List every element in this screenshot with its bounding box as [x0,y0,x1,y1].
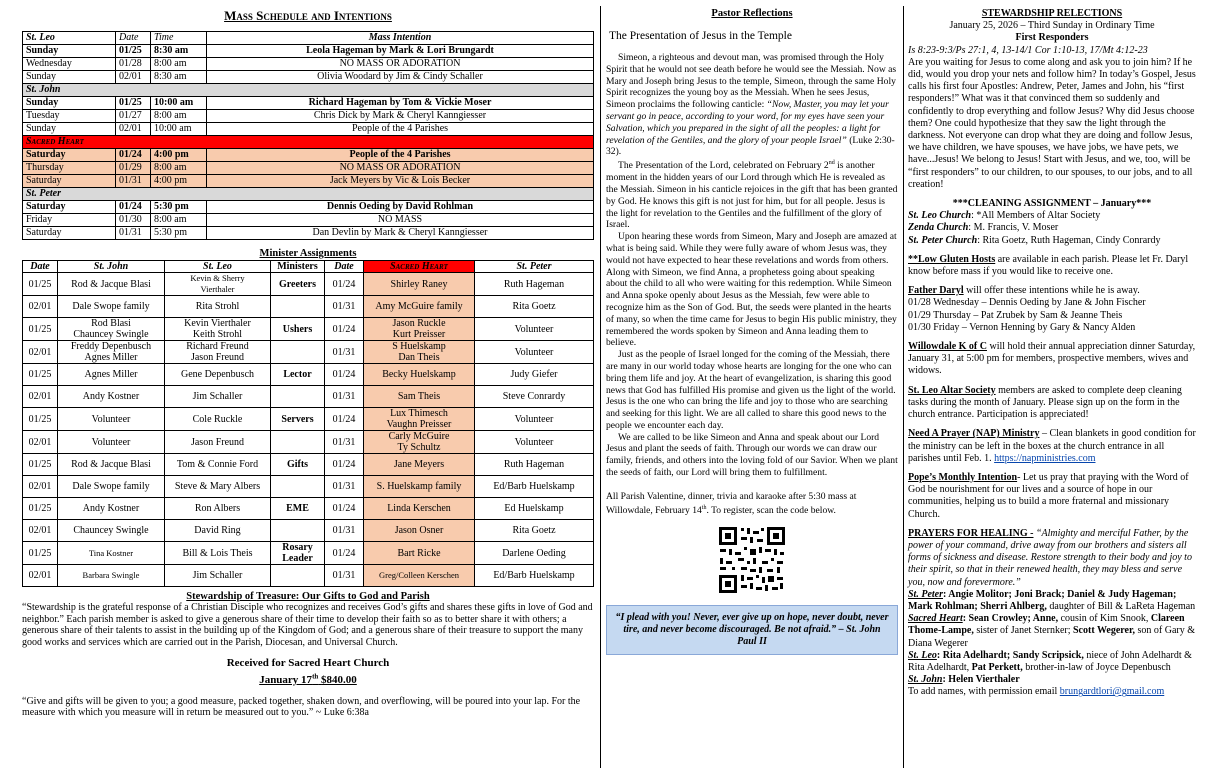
john-paul-quote: “I plead with you! Never, ever give up on hope, never doubt, never tire, and never become discouraged. Be not afraid.” – St. John Paul II [606,605,898,655]
mass-day: Sunday [23,123,116,136]
minister-assignments-table [22,260,594,587]
mass-header-cell: Time [151,32,207,45]
ministers-header-cell: St. Peter [475,261,594,273]
ministers-leo: Cole Ruckle [165,408,271,431]
ministers-role [271,565,325,587]
ministers-sh: Lux Thimesch Vaughn Preisser [364,408,475,431]
ministers-role [271,476,325,498]
ministers-john: Rod & Jacque Blasi [58,273,165,296]
mass-schedule-title: Mass Schedule and Intentions [224,8,392,23]
ministers-peter: Ed/Barb Huelskamp [475,476,594,498]
ministers-leo: Richard Freund Jason Freund [165,341,271,364]
ministers-d2: 01/31 [325,386,364,408]
mass-date: 01/28 [116,58,151,71]
ministers-john: Tina Kostner [58,542,165,565]
ministers-sh: Sam Theis [364,386,475,408]
mass-row [23,97,594,110]
mass-time: 8:00 am [151,214,207,227]
mass-row [23,175,594,188]
ministers-d1: 01/25 [23,273,58,296]
healing-label: St. Leo [908,649,937,661]
pastor-reflections-subtitle: The Presentation of Jesus in the Temple [609,30,792,42]
mass-date: 02/01 [116,71,151,84]
healing-note: brother-in-law of Joyce Depenbusch [1022,661,1171,673]
healing-prayer [908,528,1196,589]
pope-body: - Let us pray that praying with the Word of God be nourishment for our lives and a source of hope in our communities, helping us to build a more fraternal and missionary Church. [908,471,1189,520]
valentine-sup: th [701,504,707,511]
ministers-d2: 01/31 [325,476,364,498]
mass-intention: NO MASS OR ADORATION [207,58,594,71]
ministers-role [271,431,325,454]
healing-names: : Sean Crowley; Anne, [962,613,1059,625]
gluten-body: are available in each parish. Please let Fr. Daryl know before mass if you would like to receive one. [908,253,1189,278]
ministers-d1: 02/01 [23,565,58,587]
ministers-row [23,431,594,454]
ministers-sh: Greg/Colleen Kerschen [364,565,475,587]
ministers-role: Gifts [271,454,325,476]
healing-title: PRAYERS FOR HEALING - [908,527,1034,539]
healing-names: : Angie Molitor; Joni Brack; Daniel & Judy Hageman; Mark Rohlman; Sherri Ahlberg, [908,588,1177,612]
stewardship-title: Stewardship of Treasure: Our Gifts to God and Parish [186,591,430,602]
mass-intention: NO MASS [207,214,594,227]
reflection-text: is another moment in the hidden years of our Lord through which He is revealed as the Messiah. Simeon in his canticle rejoices in the gift that has been granted by God. He knows this gift is not just for him, but for all people. Jesus is the light for revelation to the Gentiles and the fulfillment of the glory of Israel. [606,160,898,231]
column-divider [600,6,601,768]
column-divider [903,6,904,768]
mass-row [23,149,594,162]
ministers-header-cell: Ministers [271,261,325,273]
ministers-leo: Jim Schaller [165,386,271,408]
ministers-row [23,273,594,296]
cleaning-names: : M. Francis, V. Moser [968,222,1059,234]
daryl-intention-line: 01/28 Wednesday – Dennis Oeding by Jane & John Fischer [908,297,1146,309]
ministers-peter: Ed Huelskamp [475,498,594,520]
ministers-peter: Darlene Oeding [475,542,594,565]
mass-row [23,71,594,84]
add-names-text: To add names, with permission email [908,686,1060,698]
ministers-row [23,318,594,341]
ministers-sh: Amy McGuire family [364,296,475,318]
ministers-peter: Judy Giefer [475,364,594,386]
valentine-text: All Parish Valentine, dinner, trivia and karaoke after 5:30 mass at Willowdale, February 14 [606,490,857,516]
stewardship-body: “Stewardship is the grateful response of a Christian Disciple who recognizes and receives God’s gifts and shares these gifts in love of God and neighbor.” Each parish member is asked to give a generous share of their time to develop their faith so as to better share it with others; a generous share of their talents to assist in the building up of the Kingdom of God; and a generous share of their treasure to support the many good works and services which are carried out in the Parish, Diocesan, and Universal Church. [22,602,593,648]
mass-intention: Richard Hageman by Tom & Vickie Moser [207,97,594,110]
mass-row [23,214,594,227]
mass-group-row [23,84,594,97]
daryl-intention-line: 01/29 Thursday – Pat Zrubek by Sam & Jeanne Theis [908,309,1123,321]
ministers-leo: David Ring [165,520,271,542]
cleaning-church: St. Peter Church [908,234,978,246]
ministers-row [23,476,594,498]
ministers-sh: Carly McGuire Ty Schultz [364,431,475,454]
reflection-paragraph: We are called to be like Simeon and Anna and speak about our Lord Jesus and plant the seeds of faith. Through our words we can draw our family, friends, and others into the loving fold of our Savior. When we plant the seeds of faith, our Lord will bring them to fulfillment. [606,431,898,479]
ministers-d2: 01/31 [325,296,364,318]
canticle-quote: “Now, Master, you may let your servant go in peace, according to your word, for my eyes have seen your Salvation, which you prepared in the sight of all the peoples: a light for revelation of the Gentiles, and the glory of your people Israel” [606,99,889,146]
healing-sacred-heart [908,613,1196,650]
healing-names: Clareen Thome-Lampe, [908,613,1185,637]
reflection-text: The Presentation of the Lord, celebrated on February 2 [618,160,829,172]
altar-lead: St. Leo Altar Society [908,384,996,396]
reflection-subtitle: First Responders [1015,32,1089,44]
kofc-body: will hold their annual appreciation dinner Saturday, January 31, at 5:00 pm for members, prospective members, wives and widows. [908,341,1196,377]
mass-time: 4:00 pm [151,175,207,188]
mass-row [23,110,594,123]
mass-day: Saturday [23,149,116,162]
reflection-paragraph [606,158,898,231]
mass-group-label: St. Peter [23,188,594,201]
kofc-notice [908,341,1196,378]
daryl-intentions [908,297,1196,334]
kofc-lead: Willowdale K of C [908,341,987,353]
reflection-text: Simeon, a righteous and devout man, was promised through the Holy Spirit that he would not see death before he would see the Messiah. Now as Mary and Joseph bring Jesus to the temple, Simeon, through the same Holy Spirit recognizes the young boy as the Messiah. When he sees Jesus, Simeon proclaims the following canticle: [606,52,897,111]
ministers-peter: Rita Goetz [475,296,594,318]
received-line [259,674,357,686]
healing-label: Sacred Heart [908,613,963,625]
mass-time: 5:30 pm [151,227,207,240]
ministers-row [23,565,594,587]
ministers-sh: Becky Huelskamp [364,364,475,386]
stewardship-reflections-title: STEWARDSHIP RELECTIONS [981,8,1123,19]
ministers-d1: 02/01 [23,476,58,498]
ministers-role [271,296,325,318]
mass-row [23,201,594,214]
ministers-leo: Jim Schaller [165,565,271,587]
ministers-row [23,341,594,364]
ministers-role: Servers [271,408,325,431]
ministers-d2: 01/24 [325,454,364,476]
cleaning-item [908,222,1196,234]
ministers-peter: Rita Goetz [475,520,594,542]
ministers-sh: Jason Osner [364,520,475,542]
ministers-row [23,364,594,386]
mass-date: 02/01 [116,123,151,136]
mass-intention: Olivia Woodard by Jim & Cindy Schaller [207,71,594,84]
mass-time: 8:30 am [151,71,207,84]
mass-time: 8:00 am [151,162,207,175]
mass-date: 01/31 [116,227,151,240]
ministers-role: Rosary Leader [271,542,325,565]
mass-day: Thursday [23,162,116,175]
mass-group-label: Sacred Heart [23,136,594,149]
ministers-sh: Shirley Raney [364,273,475,296]
mass-header-cell: Mass Intention [207,32,594,45]
ministers-d1: 02/01 [23,341,58,364]
cleaning-names: : *All Members of Altar Society [971,210,1101,222]
cleaning-list [908,210,1196,247]
ministers-john: Barbara Swingle [58,565,165,587]
ministers-row [23,542,594,565]
qr-code-icon[interactable] [717,525,787,595]
cleaning-names: : Rita Goetz, Ruth Hageman, Cindy Conrardy [977,234,1161,246]
ministers-header-cell: St. John [58,261,165,273]
ministers-role: Greeters [271,273,325,296]
ministers-leo: Steve & Mary Albers [165,476,271,498]
ministers-row [23,520,594,542]
cleaning-title: ***CLEANING ASSIGNMENT – January*** [952,198,1152,210]
ministers-john: Rod Blasi Chauncey Swingle [58,318,165,341]
ministers-d1: 01/25 [23,318,58,341]
ministers-leo: Ron Albers [165,498,271,520]
ministers-peter: Volunteer [475,431,594,454]
cleaning-church: St. Leo Church [908,210,972,222]
ministers-d1: 02/01 [23,520,58,542]
mass-intention: NO MASS OR ADORATION [207,162,594,175]
ministers-john: Volunteer [58,408,165,431]
healing-note: daughter of Bill & LaReta Hageman [1046,600,1196,612]
mass-schedule-table [22,31,594,240]
ministers-peter: Ruth Hageman [475,273,594,296]
ministers-john: Chauncey Swingle [58,520,165,542]
ministers-d2: 01/24 [325,318,364,341]
mass-intention: Leola Hageman by Mark & Lori Brungardt [207,45,594,58]
column-mass-ministers [22,8,594,719]
pastor-reflections-body [606,52,898,517]
ministers-sh: Jane Meyers [364,454,475,476]
healing-label: St. John [908,674,943,686]
ministers-d1: 02/01 [23,386,58,408]
mass-day: Sunday [23,45,116,58]
mass-date: 01/29 [116,162,151,175]
ministers-leo: Gene Depenbusch [165,364,271,386]
ministers-john: Agnes Miller [58,364,165,386]
received-block [22,657,594,687]
mass-date: 01/24 [116,149,151,162]
ministers-john: Andy Kostner [58,498,165,520]
ministers-d1: 01/25 [23,408,58,431]
mass-day: Sunday [23,71,116,84]
altar-society-notice [908,385,1196,422]
ministers-d2: 01/24 [325,408,364,431]
nap-lead: Need A Prayer (NAP) Ministry [908,428,1040,440]
healing-prayer-text: “Almighty and merciful Father, by the power of your command, drive away from our brothers and sisters all forms of sickness and disease. Restore strength to their body and joy to their spirit, so that in their renewed health, they may bless and serve you, now and forevermore.” [908,527,1192,588]
ministers-d2: 01/24 [325,364,364,386]
ministers-peter: Volunteer [475,408,594,431]
mass-day: Saturday [23,175,116,188]
gluten-lead: **Low Gluten Hosts [908,253,996,265]
ministers-d2: 01/24 [325,273,364,296]
ministers-role: Ushers [271,318,325,341]
healing-names: Scott Wegerer, [1072,625,1136,637]
ministers-header-row [23,261,594,273]
mass-row [23,227,594,240]
daryl-notice [908,285,1196,334]
mass-time: 8:30 am [151,45,207,58]
ministers-row [23,408,594,431]
pastor-reflections-title: Pastor Reflections [711,8,793,19]
mass-time: 8:00 am [151,58,207,71]
mass-row [23,123,594,136]
pope-lead: Pope’s Monthly Intention [908,471,1018,483]
healing-label: St. Peter [908,588,943,600]
ministers-john: Freddy Depenbusch Agnes Miller [58,341,165,364]
healing-names: : Helen Vierthaler [942,674,1020,686]
reflection-paragraph: Upon hearing these words from Simeon, Mary and Joseph are amazed at what is being said. While they were fully aware of whom Jesus was, they would not have expected to hear these revelations and words from others. Along with Simeon, we find Anna, a prophetess going about speaking about the child to all who were waiting for this redemption. While Simeon and Anna spoke openly about Jesus as the Messiah, few were able to recognize him as the Son of God. But, the seeds were planted in the hearts of many, so when the time came for Jesus to begin His public ministry, they remembered the words spoken by Simeon and Anna leading them to believe. [606,231,897,349]
column-pastor-reflections [606,8,898,655]
ministers-d1: 01/25 [23,498,58,520]
luke-quote: “Give and gifts will be given to you; a good measure, packed together, shaken down, and overflowing, will be poured into your lap. For the measure with which you measure will in return be measured out to you.” ~ Luke 6:38a [22,695,581,719]
nap-link[interactable]: https://napministries.com [994,452,1096,464]
ministers-leo: Jason Freund [165,431,271,454]
mass-header-cell: Date [116,32,151,45]
cleaning-item [908,235,1196,247]
email-link[interactable]: brungardtlori@gmail.com [1059,686,1165,698]
healing-note: cousin of Kim Snook, [1058,613,1151,625]
reflection-paragraph: Just as the people of Israel longed for the coming of the Messiah, there are many in our world today whose hearts are longing for the one who can bring them life and joy. At the heart of evangelization, is sharing this good news that God has fulfilled His promise and given us the light of the world. Jesus is the one who can bring the life and joy to those who are searching and seeking for this light. We are all called to share this good news to the people we encounter each day. [606,349,896,431]
column-stewardship-notices [908,8,1196,699]
mass-time: 10:00 am [151,123,207,136]
daryl-intention-line: 01/30 Friday – Vernon Henning by Gary & Nancy Alden [908,321,1136,333]
mass-date: 01/30 [116,214,151,227]
healing-st-leo [908,650,1196,674]
ministers-leo: Kevin Vierthaler Keith Strohl [165,318,271,341]
ministers-sh: S. Huelskamp family [364,476,475,498]
mass-header-cell: St. Leo [23,32,116,45]
reflection-paragraph [606,52,898,158]
ministers-john: Rod & Jacque Blasi [58,454,165,476]
ministers-leo: Tom & Connie Ford [165,454,271,476]
mass-day: Saturday [23,227,116,240]
readings-line: Is 8:23-9:3/Ps 27:1, 4, 13-14/1 Cor 1:10-13, 17/Mt 4:12-23 [908,44,1148,56]
received-date-sup: th [312,672,319,680]
received-date: January 17 [259,673,313,686]
healing-names: : Rita Adelhardt; Sandy Scripsick, [936,649,1084,661]
received-title: Received for Sacred Heart Church [226,657,390,669]
ministers-d2: 01/31 [325,431,364,454]
ministers-leo: Rita Strohl [165,296,271,318]
ministers-row [23,386,594,408]
stewardship-reflection-body: Are you waiting for Jesus to come along and ask you to join him? If he did, would you drop your nets and follow him? In today’s Gospel, Jesus calls his first four Apostles: Andrew, Peter, James and John, his “first responders!” What was it that convinced them so suddenly and confidently to drop everything and follow Jesus? Why did Jesus choose them? One could hypothesize that they saw the light through the darkness. Not everyone can drop what they are doing and follow Jesus, we have children, we have spouses, we have jobs, we have pets, we have...Jesus! We belong to Jesus! Start with Jesus, and we, too, will be “first responders” to our children, to our spouses, to our jobs, and to all creation! [908,56,1196,190]
ministers-peter: Ed/Barb Huelskamp [475,565,594,587]
pope-intention [908,472,1196,521]
mass-intention: People of the 4 Parishes [207,149,594,162]
ministers-peter: Volunteer [475,341,594,364]
nap-notice [908,428,1196,465]
ministers-leo: Bill & Lois Theis [165,542,271,565]
ministers-row [23,296,594,318]
mass-day: Tuesday [23,110,116,123]
ministers-peter: Steve Conrardy [475,386,594,408]
ministers-sh: Jason Ruckle Kurt Preisser [364,318,475,341]
ministers-role [271,341,325,364]
ministers-d1: 02/01 [23,296,58,318]
mass-date: 01/24 [116,201,151,214]
ministers-d2: 01/24 [325,498,364,520]
ministers-d1: 01/25 [23,542,58,565]
ministers-row [23,454,594,476]
mass-row [23,45,594,58]
ministers-john: Dale Swope family [58,476,165,498]
minister-assignments-title: Minister Assignments [259,248,357,259]
healing-note: son of Gary & Diana Wegerer [908,625,1196,649]
ministers-john: Dale Swope family [58,296,165,318]
ministers-d2: 01/31 [325,565,364,587]
ministers-john: Andy Kostner [58,386,165,408]
valentine-text: . To register, scan the code below. [706,504,836,516]
reflection-sup: nd [828,160,835,167]
mass-time: 10:00 am [151,97,207,110]
mass-group-label: St. John [23,84,594,97]
cleaning-church: Zenda Church [908,222,969,234]
ministers-d2: 01/31 [325,341,364,364]
ministers-d2: 01/31 [325,520,364,542]
mass-row [23,58,594,71]
gluten-notice [908,254,1196,278]
ministers-sh: Linda Kerschen [364,498,475,520]
mass-group-row [23,136,594,149]
mass-day: Saturday [23,201,116,214]
mass-date: 01/31 [116,175,151,188]
ministers-header-cell: Date [325,261,364,273]
mass-time: 5:30 pm [151,201,207,214]
cleaning-item [908,210,1196,222]
ministers-sh: S Huelskamp Dan Theis [364,341,475,364]
ministers-peter: Ruth Hageman [475,454,594,476]
mass-intention: People of the 4 Parishes [207,123,594,136]
ministers-peter: Volunteer [475,318,594,341]
healing-names: Pat Perkett, [971,661,1023,673]
altar-body: members are asked to complete deep cleaning tasks during the month of January. Please sign up on the form in the church entrance. Participation is appreciated! [908,384,1182,421]
healing-add-names [908,686,1196,698]
ministers-role: Lector [271,364,325,386]
reflection-date-line: January 25, 2026 – Third Sunday in Ordinary Time [949,20,1155,32]
ministers-role [271,520,325,542]
ministers-role: EME [271,498,325,520]
daryl-lead: Father Daryl [908,285,964,297]
ministers-header-cell: Date [23,261,58,273]
ministers-d1: 01/25 [23,364,58,386]
daryl-body: will offer these intentions while he is away. [963,285,1140,297]
mass-intention: Dennis Oeding by David Rohlman [207,201,594,214]
received-amount: $840.00 [321,673,357,686]
ministers-leo: Kevin & Sherry Vierthaler [165,273,271,296]
mass-header-row [23,32,594,45]
mass-group-row [23,188,594,201]
mass-intention: Dan Devlin by Mark & Cheryl Kanngiesser [207,227,594,240]
mass-date: 01/27 [116,110,151,123]
ministers-row [23,498,594,520]
ministers-sh: Bart Ricke [364,542,475,565]
mass-row [23,162,594,175]
ministers-header-cell: St. Leo [165,261,271,273]
healing-note: niece of John Adelhardt & Rita Adelhardt, [908,649,1192,673]
healing-note: sister of Janet Sternker; [973,625,1073,637]
ministers-d1: 01/25 [23,454,58,476]
canticle-ref: (Luke 2:30-32). [606,134,895,158]
mass-intention: Chris Dick by Mark & Cheryl Kanngiesser [207,110,594,123]
mass-date: 01/25 [116,45,151,58]
mass-day: Sunday [23,97,116,110]
mass-day: Friday [23,214,116,227]
mass-date: 01/25 [116,97,151,110]
ministers-role [271,386,325,408]
healing-st-peter [908,589,1196,613]
mass-time: 4:00 pm [151,149,207,162]
valentine-notice [606,491,898,517]
healing-st-john [908,674,1196,686]
ministers-d2: 01/24 [325,542,364,565]
nap-body: – Clean blankets in good condition for the ministry can be left in the boxes at the church entrance in all parishes until Feb. 1. [908,428,1196,464]
mass-time: 8:00 am [151,110,207,123]
mass-day: Wednesday [23,58,116,71]
ministers-header-cell: Sacred Heart [364,261,475,273]
mass-intention: Jack Meyers by Vic & Lois Becker [207,175,594,188]
ministers-john: Volunteer [58,431,165,454]
ministers-d1: 02/01 [23,431,58,454]
